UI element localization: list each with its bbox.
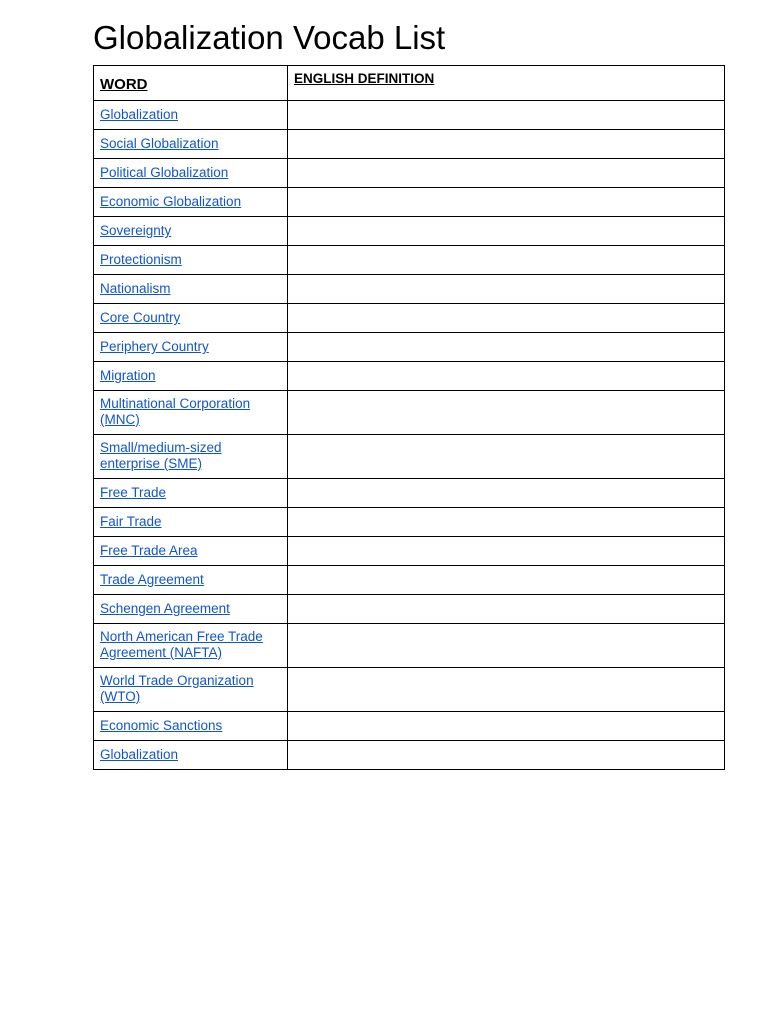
word-link[interactable]: Globalization bbox=[100, 107, 179, 122]
word-link[interactable]: Free Trade bbox=[100, 485, 167, 500]
word-cell bbox=[94, 362, 288, 391]
table-row bbox=[94, 217, 725, 246]
table-row bbox=[94, 479, 725, 508]
table-row bbox=[94, 362, 725, 391]
table-row bbox=[94, 275, 725, 304]
word-link[interactable]: Free Trade Area bbox=[100, 543, 198, 558]
vocab-table bbox=[93, 65, 725, 770]
table-row bbox=[94, 188, 725, 217]
table-row bbox=[94, 712, 725, 741]
definition-cell[interactable] bbox=[288, 159, 725, 188]
word-cell bbox=[94, 188, 288, 217]
definition-cell[interactable] bbox=[288, 741, 725, 770]
definition-cell[interactable] bbox=[288, 130, 725, 159]
table-row bbox=[94, 159, 725, 188]
definition-cell[interactable] bbox=[288, 537, 725, 566]
word-cell bbox=[94, 217, 288, 246]
word-link[interactable]: Nationalism bbox=[100, 281, 171, 296]
word-link[interactable]: Economic Globalization bbox=[100, 194, 242, 209]
table-row bbox=[94, 435, 725, 479]
definition-cell[interactable] bbox=[288, 188, 725, 217]
word-link[interactable]: North American Free Trade Agreement (NAFTA) bbox=[100, 629, 263, 660]
definition-cell[interactable] bbox=[288, 304, 725, 333]
word-cell bbox=[94, 333, 288, 362]
definition-cell[interactable] bbox=[288, 566, 725, 595]
definition-cell[interactable] bbox=[288, 333, 725, 362]
table-row bbox=[94, 508, 725, 537]
definition-cell[interactable] bbox=[288, 435, 725, 479]
word-cell bbox=[94, 624, 288, 668]
table-row bbox=[94, 130, 725, 159]
definition-cell[interactable] bbox=[288, 391, 725, 435]
word-cell bbox=[94, 246, 288, 275]
definition-cell[interactable] bbox=[288, 246, 725, 275]
word-link[interactable]: Political Globalization bbox=[100, 165, 229, 180]
word-link[interactable]: Small/medium-sized enterprise (SME) bbox=[100, 440, 222, 471]
word-cell bbox=[94, 159, 288, 188]
word-cell bbox=[94, 304, 288, 333]
table-row bbox=[94, 101, 725, 130]
word-link[interactable]: Social Globalization bbox=[100, 136, 219, 151]
word-cell bbox=[94, 508, 288, 537]
word-link[interactable]: Core Country bbox=[100, 310, 181, 325]
word-cell bbox=[94, 741, 288, 770]
table-row bbox=[94, 246, 725, 275]
word-cell bbox=[94, 712, 288, 741]
word-cell bbox=[94, 101, 288, 130]
word-link[interactable]: Economic Sanctions bbox=[100, 718, 223, 733]
word-link[interactable]: Periphery Country bbox=[100, 339, 209, 354]
word-cell bbox=[94, 595, 288, 624]
word-cell bbox=[94, 275, 288, 304]
definition-cell[interactable] bbox=[288, 712, 725, 741]
word-link[interactable]: Trade Agreement bbox=[100, 572, 204, 587]
table-header-row bbox=[94, 66, 725, 101]
table-row bbox=[94, 304, 725, 333]
word-link[interactable]: Multinational Corporation (MNC) bbox=[100, 396, 251, 427]
table-row bbox=[94, 566, 725, 595]
page-title: Globalization Vocab List bbox=[93, 19, 446, 56]
word-link[interactable]: Migration bbox=[100, 368, 156, 383]
word-cell bbox=[94, 537, 288, 566]
table-row bbox=[94, 595, 725, 624]
word-link[interactable]: Schengen Agreement bbox=[100, 601, 230, 616]
definition-cell[interactable] bbox=[288, 479, 725, 508]
word-link[interactable]: Fair Trade bbox=[100, 514, 162, 529]
definition-cell[interactable] bbox=[288, 595, 725, 624]
word-cell bbox=[94, 566, 288, 595]
word-cell bbox=[94, 130, 288, 159]
word-cell bbox=[94, 479, 288, 508]
definition-column-header: ENGLISH DEFINITION bbox=[288, 66, 725, 101]
definition-cell[interactable] bbox=[288, 217, 725, 246]
table-row bbox=[94, 333, 725, 362]
definition-cell[interactable] bbox=[288, 362, 725, 391]
definition-cell[interactable] bbox=[288, 275, 725, 304]
definition-cell[interactable] bbox=[288, 624, 725, 668]
definition-cell[interactable] bbox=[288, 668, 725, 712]
definition-cell[interactable] bbox=[288, 101, 725, 130]
word-cell bbox=[94, 668, 288, 712]
table-row bbox=[94, 391, 725, 435]
table-row bbox=[94, 741, 725, 770]
word-link[interactable]: Sovereignty bbox=[100, 223, 172, 238]
word-link[interactable]: World Trade Organization (WTO) bbox=[100, 673, 254, 704]
word-link[interactable]: Protectionism bbox=[100, 252, 182, 267]
word-cell bbox=[94, 391, 288, 435]
table-row bbox=[94, 624, 725, 668]
word-cell bbox=[94, 435, 288, 479]
table-row bbox=[94, 668, 725, 712]
table-row bbox=[94, 537, 725, 566]
word-column-header: WORD bbox=[94, 66, 288, 101]
word-link[interactable]: Globalization bbox=[100, 747, 179, 762]
definition-cell[interactable] bbox=[288, 508, 725, 537]
